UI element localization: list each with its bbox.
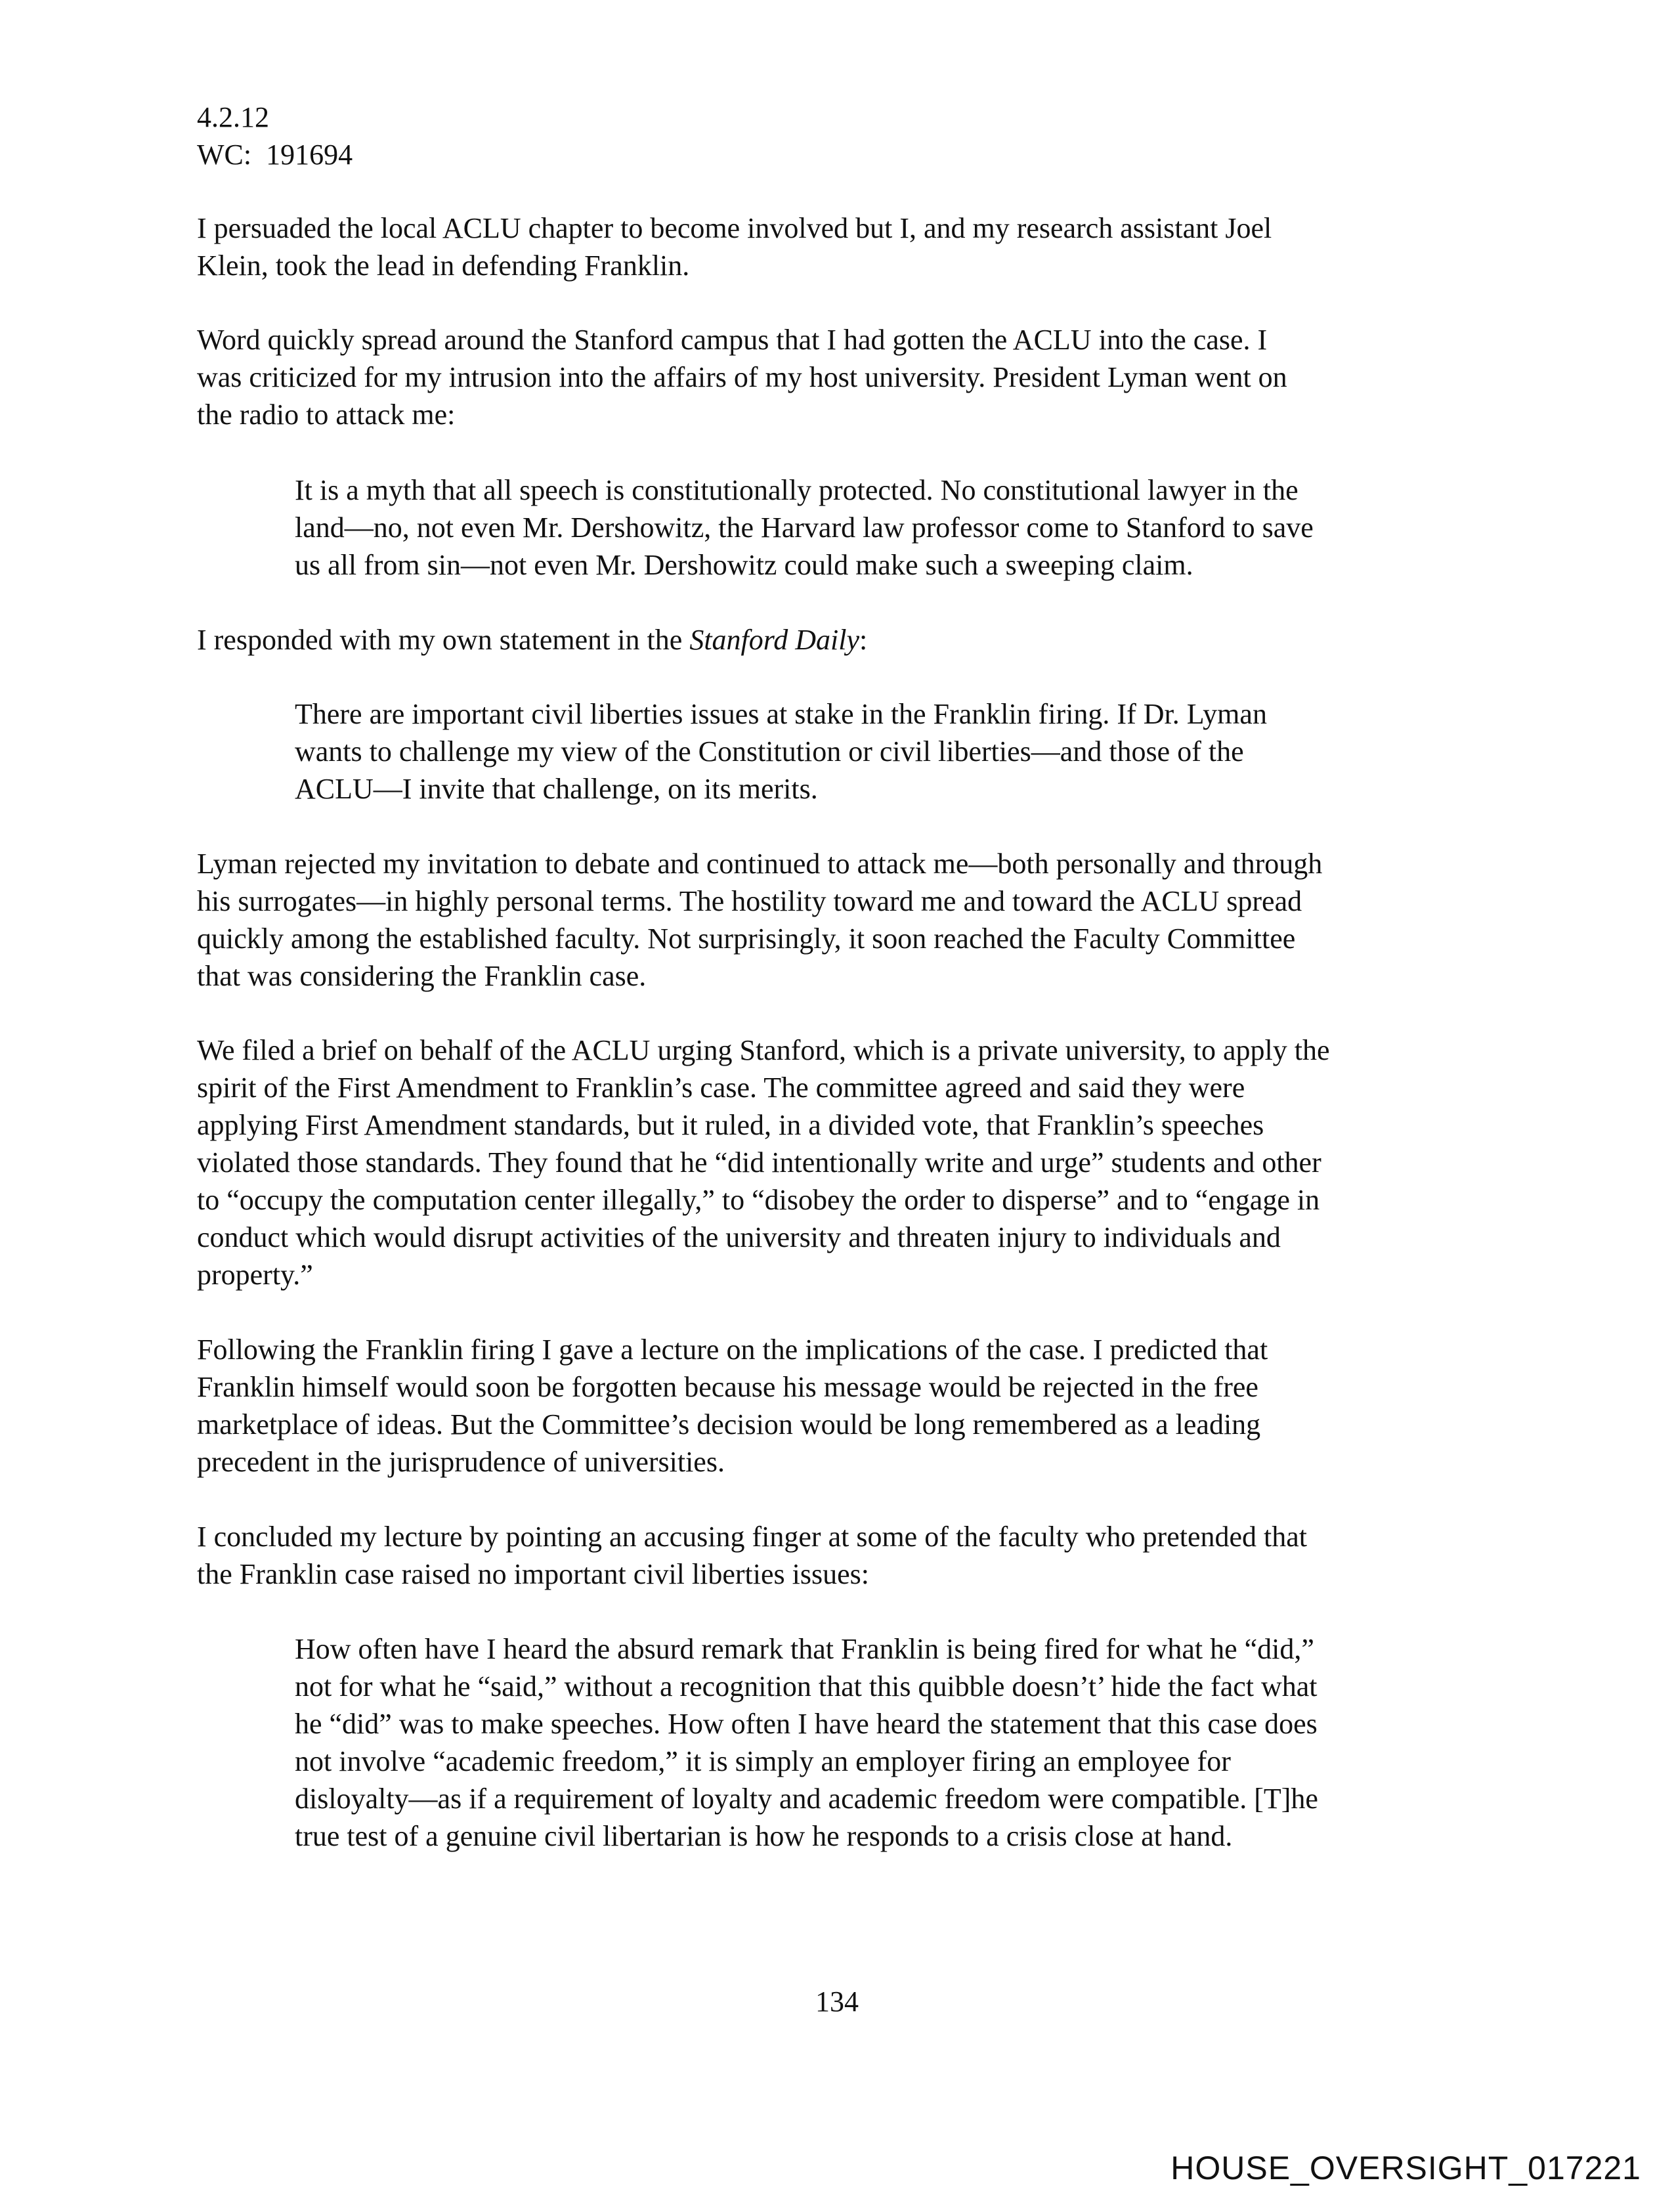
- bates-number: HOUSE_OVERSIGHT_017221: [1170, 2150, 1641, 2186]
- text-line: spirit of the First Amendment to Franklin’s case. The committee agreed and said they were: [197, 1072, 1245, 1104]
- paragraph-7: [197, 1518, 1484, 1593]
- paragraph-6: [197, 1331, 1484, 1481]
- quote-line: not involve “academic freedom,” it is simply an employer firing an employee for: [295, 1745, 1231, 1777]
- text-line: violated those standards. They found that he “did intentionally write and urge” students and other: [197, 1146, 1321, 1179]
- text-line: property.”: [197, 1259, 313, 1291]
- quote-line: It is a myth that all speech is constitutionally protected. No constitutional lawyer in the: [295, 474, 1298, 506]
- quote-line: he “did” was to make speeches. How often I have heard the statement that this case does: [295, 1708, 1318, 1740]
- text-line: the radio to attack me:: [197, 399, 456, 431]
- paragraph-2: [197, 321, 1484, 433]
- paragraph-3: [197, 621, 1484, 659]
- text-line: I concluded my lecture by pointing an accusing finger at some of the faculty who pretended that: [197, 1521, 1307, 1553]
- block-quote-response: [295, 695, 1463, 808]
- word-count: WC: 191694: [197, 139, 353, 171]
- text-line: his surrogates—in highly personal terms. The hostility toward me and toward the ACLU spread: [197, 885, 1302, 917]
- quote-line: not for what he “said,” without a recognition that this quibble doesn’t’ hide the fact what: [295, 1670, 1318, 1702]
- publication-title: Stanford Daily: [689, 624, 860, 656]
- text-line: Lyman rejected my invitation to debate and continued to attack me—both personally and through: [197, 848, 1323, 880]
- text-line: the Franklin case raised no important civil liberties issues:: [197, 1558, 869, 1590]
- quote-line: wants to challenge my view of the Constitution or civil liberties—and those of the: [295, 735, 1244, 768]
- quote-line: land—no, not even Mr. Dershowitz, the Harvard law professor come to Stanford to save: [295, 511, 1314, 544]
- text-line: Word quickly spread around the Stanford campus that I had gotten the ACLU into the case. I: [197, 324, 1268, 356]
- quote-line: ACLU—I invite that challenge, on its merits.: [295, 773, 818, 805]
- text-line: to “occupy the computation center illegally,” to “disobey the order to disperse” and to “engage in: [197, 1184, 1320, 1216]
- text-line: Following the Franklin firing I gave a lecture on the implications of the case. I predicted that: [197, 1334, 1268, 1366]
- text-run: I responded with my own statement in the: [197, 624, 690, 656]
- text-line: quickly among the established faculty. Not surprisingly, it soon reached the Faculty Committee: [197, 922, 1296, 955]
- quote-line: us all from sin—not even Mr. Dershowitz could make such a sweeping claim.: [295, 549, 1193, 581]
- quote-line: There are important civil liberties issues at stake in the Franklin firing. If Dr. Lyman: [295, 698, 1267, 730]
- text-line: Franklin himself would soon be forgotten because his message would be rejected in the free: [197, 1371, 1258, 1403]
- quote-line: How often have I heard the absurd remark that Franklin is being fired for what he “did,”: [295, 1633, 1314, 1665]
- text-line: Klein, took the lead in defending Franklin.: [197, 249, 690, 282]
- quote-line: disloyalty—as if a requirement of loyalty and academic freedom were compatible. [T]he: [295, 1783, 1318, 1815]
- paragraph-5: [197, 1031, 1484, 1293]
- text-line: that was considering the Franklin case.: [197, 960, 647, 992]
- text-line: was criticized for my intrusion into the affairs of my host university. President Lyman went on: [197, 361, 1287, 393]
- quote-line: true test of a genuine civil libertarian is how he responds to a crisis close at hand.: [295, 1820, 1233, 1852]
- text-line: precedent in the jurisprudence of universities.: [197, 1446, 725, 1478]
- block-quote-lyman: [295, 471, 1463, 584]
- document-date: 4.2.12: [197, 101, 269, 133]
- text-line: applying First Amendment standards, but it ruled, in a divided vote, that Franklin’s speeches: [197, 1109, 1264, 1141]
- paragraph-1: [197, 209, 1484, 284]
- text-line: marketplace of ideas. But the Committee’s decision would be long remembered as a leading: [197, 1408, 1261, 1441]
- text-line: [197, 621, 1484, 659]
- text-run: :: [859, 624, 868, 656]
- text-line: I persuaded the local ACLU chapter to become involved but I, and my research assistant Joel: [197, 212, 1272, 244]
- text-line: conduct which would disrupt activities of the university and threaten injury to individuals and: [197, 1221, 1281, 1253]
- text-line: We filed a brief on behalf of the ACLU urging Stanford, which is a private university, to apply the: [197, 1034, 1330, 1066]
- page-number: 134: [815, 1985, 859, 2018]
- paragraph-4: [197, 845, 1484, 995]
- block-quote-lecture: [295, 1630, 1463, 1855]
